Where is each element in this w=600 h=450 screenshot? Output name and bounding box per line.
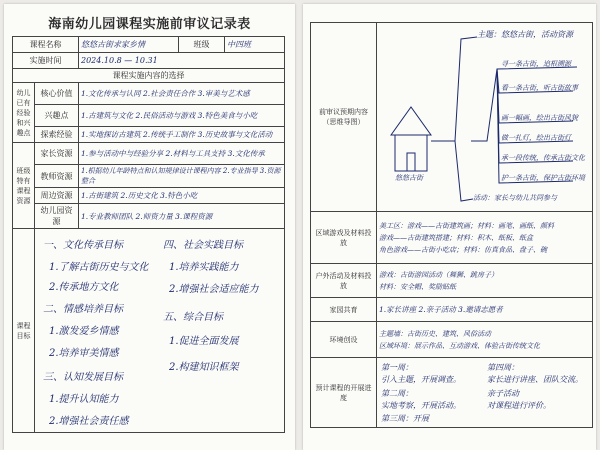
goal-item: 2.构建知识框架 — [169, 361, 239, 373]
area-label: 区域游戏及材料投放 — [311, 212, 377, 264]
mind-map-bottom: 活动：家长与幼儿共同参与 — [473, 194, 557, 202]
goal-item: 二、情感培养目标 — [43, 303, 123, 315]
mind-map-item: 主题：悠悠古街，活动资源 — [477, 30, 573, 39]
mind-map-item: 画一幅画，绘出古街风貌 — [501, 114, 578, 122]
content-header: 课程实施内容的选择 — [13, 69, 285, 83]
prereview-label: 前审议预期内容（思维导图） — [311, 23, 377, 212]
family-coop-label: 家园共育 — [311, 298, 377, 322]
outdoor-line: 材料：安全帽、奖励贴纸 — [379, 282, 456, 291]
experience-group-label: 幼儿已有经验和兴趣点 — [13, 83, 35, 143]
plan-line: 第三周：开展 — [381, 413, 429, 423]
area-line: 游戏——古街建筑搭建；材料：积木、纸板、纸盒 — [379, 233, 533, 242]
plan-line: 实地考察，开展活动。 — [381, 400, 461, 410]
plan-body — [377, 360, 592, 426]
family-resource-label: 家长资源 — [35, 143, 79, 165]
mind-map — [377, 23, 592, 211]
outdoor-label: 户外活动及材料投放 — [311, 264, 377, 298]
family-resource-text: 1.参与活动中与经验分享 2.材料与工具支持 3.文化传承 — [79, 143, 285, 165]
plan-line: 亲子活动 — [487, 388, 519, 398]
goal-item: 三、认知发展目标 — [43, 371, 123, 383]
resource-group-label: 班级特有课程资源 — [13, 143, 35, 229]
goal-item: 2.增强社会责任感 — [49, 415, 129, 427]
env-line: 主题墙：古街历史、建筑、风俗活动 — [379, 329, 491, 338]
plan-line: 引入主题，开展调查。 — [381, 374, 461, 384]
goal-item: 四、社会实践目标 — [163, 239, 243, 251]
branch-line — [471, 67, 577, 141]
plan-line: 第一周： — [381, 362, 413, 372]
goal-label: 课程目标 — [13, 229, 35, 433]
core-value-text: 1.文化传承与认同 2.社会责任合作 3.审美与艺术感 — [79, 83, 285, 105]
house-roof-icon — [391, 107, 431, 135]
house-door-icon — [407, 153, 415, 171]
course-name-label: 课程名称 — [13, 37, 79, 53]
mind-map-item: 做一扎灯，绘出古街灯 — [501, 134, 571, 142]
family-coop-text: 1.家长讲座 2.亲子活动 3.邀请志愿者 — [377, 298, 593, 322]
goal-item: 1.促进全面发展 — [169, 335, 239, 347]
area-line: 美工区：游戏——古街建筑画；材料：画笔、画纸、颜料 — [379, 221, 554, 230]
teacher-resource-label: 教师资源 — [35, 165, 79, 188]
goal-item: 五、综合目标 — [163, 311, 223, 323]
goal-item: 2.增强社会适应能力 — [169, 283, 259, 295]
mind-map-item: 承一段传统，传承古街文化 — [501, 154, 585, 162]
goal-item: 2.传承地方文化 — [49, 281, 119, 293]
core-value-label: 核心价值 — [35, 83, 79, 105]
goal-item: 一、文化传承目标 — [43, 239, 123, 251]
mind-map-item: 寻一条古街，追根溯源 — [501, 60, 571, 68]
plan-line: 第二周： — [381, 388, 413, 398]
mind-map-item: 护一条古街，保护古街环境 — [501, 174, 585, 182]
goal-item: 1.了解古街历史与文化 — [49, 261, 149, 273]
mind-map-item: 看一条古街，听古街故事 — [501, 84, 578, 92]
plan-line: 家长进行讲座、团队交流。 — [487, 374, 583, 384]
time-label: 实施时间 — [13, 53, 79, 69]
explore-label: 探索经验 — [35, 127, 79, 143]
class-value: 中四班 — [225, 37, 285, 53]
teacher-resource-text: 1.根据幼儿年龄特点和认知规律设计课程内容 2.专业指导 3.资源整合 — [79, 165, 285, 188]
outdoor-line: 游戏：古街游园活动（舞狮、跳房子） — [379, 270, 498, 279]
kindergarten-resource-text: 1.专业教师团队 2.师资力量 3.课程资源 — [79, 204, 285, 229]
time-value: 2024.10.8 — 10.31 — [79, 53, 285, 69]
mind-map-root: 悠悠古街 — [395, 174, 423, 182]
review-table — [310, 22, 593, 428]
class-label: 班级 — [179, 37, 225, 53]
env-label: 环境创设 — [311, 322, 377, 358]
kindergarten-resource-label: 幼儿园资源 — [35, 204, 79, 229]
course-name-value: 悠悠古街求家乡情 — [79, 37, 179, 53]
course-record-table — [12, 36, 285, 433]
plan-label: 预计课程的开展进度 — [311, 358, 377, 428]
explore-text: 1.实地探访古建筑 2.传统手工制作 3.历史故事与文化活动 — [79, 127, 285, 143]
page-title: 海南幼儿园课程实施前审议记录表 — [48, 17, 251, 32]
plan-line: 第四周： — [487, 362, 519, 372]
branch-line — [455, 37, 477, 141]
interest-label: 兴趣点 — [35, 105, 79, 127]
goal-item: 1.激发爱乡情感 — [49, 325, 119, 337]
surround-resource-text: 1.古街建筑 2.历史文化 3.特色小吃 — [79, 188, 285, 204]
course-goals — [35, 230, 284, 432]
area-line: 角色游戏——古街小吃店；材料：仿真食品、盘子、碗 — [379, 245, 547, 254]
goal-item: 1.提升认知能力 — [49, 393, 119, 405]
branch-line — [455, 141, 473, 201]
env-line: 区域环境：展示作品、互动游戏、体验古街传统文化 — [379, 341, 540, 350]
plan-line: 对课程进行评价。 — [487, 400, 551, 410]
goal-item: 2.培养审美情感 — [49, 347, 119, 359]
surround-resource-label: 周边资源 — [35, 188, 79, 204]
goal-item: 1.培养实践能力 — [169, 261, 239, 273]
interest-text: 1.古建筑与文化 2.民俗活动与游戏 3.特色美食与小吃 — [79, 105, 285, 127]
branch-line — [497, 69, 573, 143]
